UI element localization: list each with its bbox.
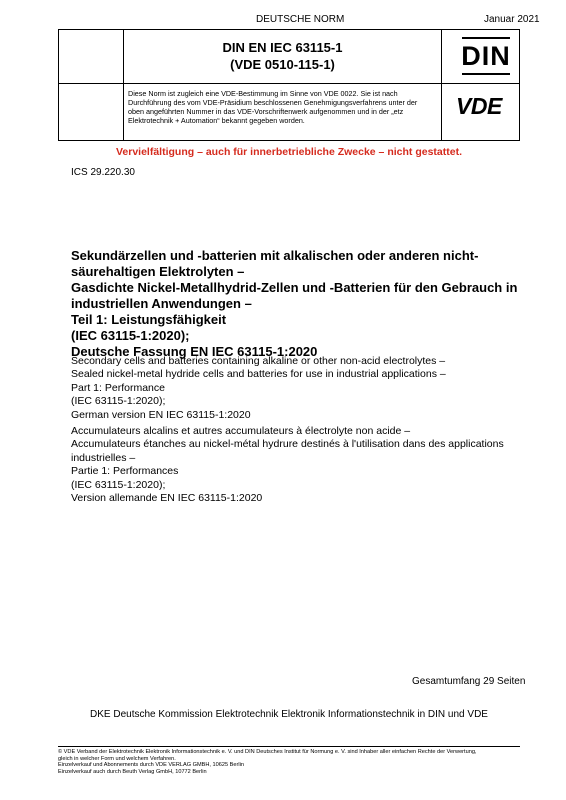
divider-horizontal [59,83,519,84]
french-title-line: (IEC 63115-1:2020); [71,478,166,491]
footer-line: gleich in welcher Form und welchem Verfahren. [58,755,176,762]
german-title-line: Gasdichte Nickel-Metallhydrid-Zellen und -Batterien für den Gebrauch in [71,280,518,295]
din-logo [462,37,510,75]
vde-note [128,89,439,125]
english-title-line: Secondary cells and batteries containing alkaline or other non-acid electrolytes – [71,355,446,367]
norm-type-label: DEUTSCHE NORM [256,14,345,25]
din-standard-number: DIN EN IEC 63115-1 [222,40,343,55]
english-title-line: German version EN IEC 63115-1:2020 [71,408,251,421]
french-title-line: Accumulateurs étanches au nickel-métal hydrure destinés à l'utilisation dans des applications [71,438,504,451]
dke-committee: DKE Deutsche Kommission Elektrotechnik Elektronik Informationstechnik in DIN und VDE [90,709,488,720]
footer-line: © VDE Verband der Elektrotechnik Elektronik Informationstechnik e. V. und DIN Deutsches Institut für Normung e. V. sind Inhaber aller einfachen Rechte der Verwertung, [58,749,477,755]
french-title-line: industrielles – [71,451,136,464]
german-title-line: industriellen Anwendungen – [71,296,252,311]
footer-divider [58,746,520,747]
copyright-footer [58,749,528,775]
german-title-line: (IEC 63115-1:2020); [71,328,190,343]
french-title [71,425,521,505]
english-title-line: Part 1: Performance [71,381,165,394]
din-logo-text: DIN [461,40,511,71]
publication-date: Januar 2021 [484,14,540,25]
french-title-line: Partie 1: Performances [71,465,179,478]
english-title-line: (IEC 63115-1:2020); [71,395,166,408]
standard-number-block [123,39,442,73]
vde-standard-number: (VDE 0510-115-1) [230,57,335,72]
vde-note-line: Diese Norm ist zugleich eine VDE-Bestimmung im Sinne von VDE 0022. Sie ist nach [128,89,398,98]
french-title-line: Version allemande EN IEC 63115-1:2020 [71,492,263,505]
english-title-line: Sealed nickel-metal hydride cells and batteries for use in industrial applications – [71,368,446,381]
reproduction-warning: Vervielfältigung – auch für innerbetriebliche Zwecke – nicht gestattet. [115,146,462,158]
german-title-line: Teil 1: Leistungsfähigkeit [71,312,227,327]
german-title-line: Deutsche Fassung EN IEC 63115-1:2020 [71,344,318,359]
french-title-line: Accumulateurs alcalins et autres accumulateurs à électrolyte non acide – [71,425,411,437]
german-title-line: Sekundärzellen und -batterien mit alkalischen oder anderen nicht- [71,248,479,263]
vde-note-line: oben angeführten Nummer in das VDE-Vorschriftenwerk aufgenommen und in der „etz [128,107,404,116]
vde-note-line: Durchführung des vom VDE-Präsidium beschlossenen Genehmigungsverfahrens unter der [128,98,418,107]
total-pages: Gesamtumfang 29 Seiten [412,676,526,687]
english-title [71,355,521,422]
footer-line: Einzelverkauf und Abonnements durch VDE VERLAG GMBH, 10625 Berlin [58,762,244,769]
german-title [71,248,521,360]
german-title-line: säurehaltigen Elektrolyten – [71,264,245,279]
ics-code: ICS 29.220.30 [71,167,135,178]
vde-logo: VDE [456,93,502,119]
footer-line: Einzelverkauf auch durch Beuth Verlag GmbH, 10772 Berlin [58,768,207,775]
vde-note-line: Elektrotechnik + Automation“ bekannt gegeben worden. [128,116,305,125]
